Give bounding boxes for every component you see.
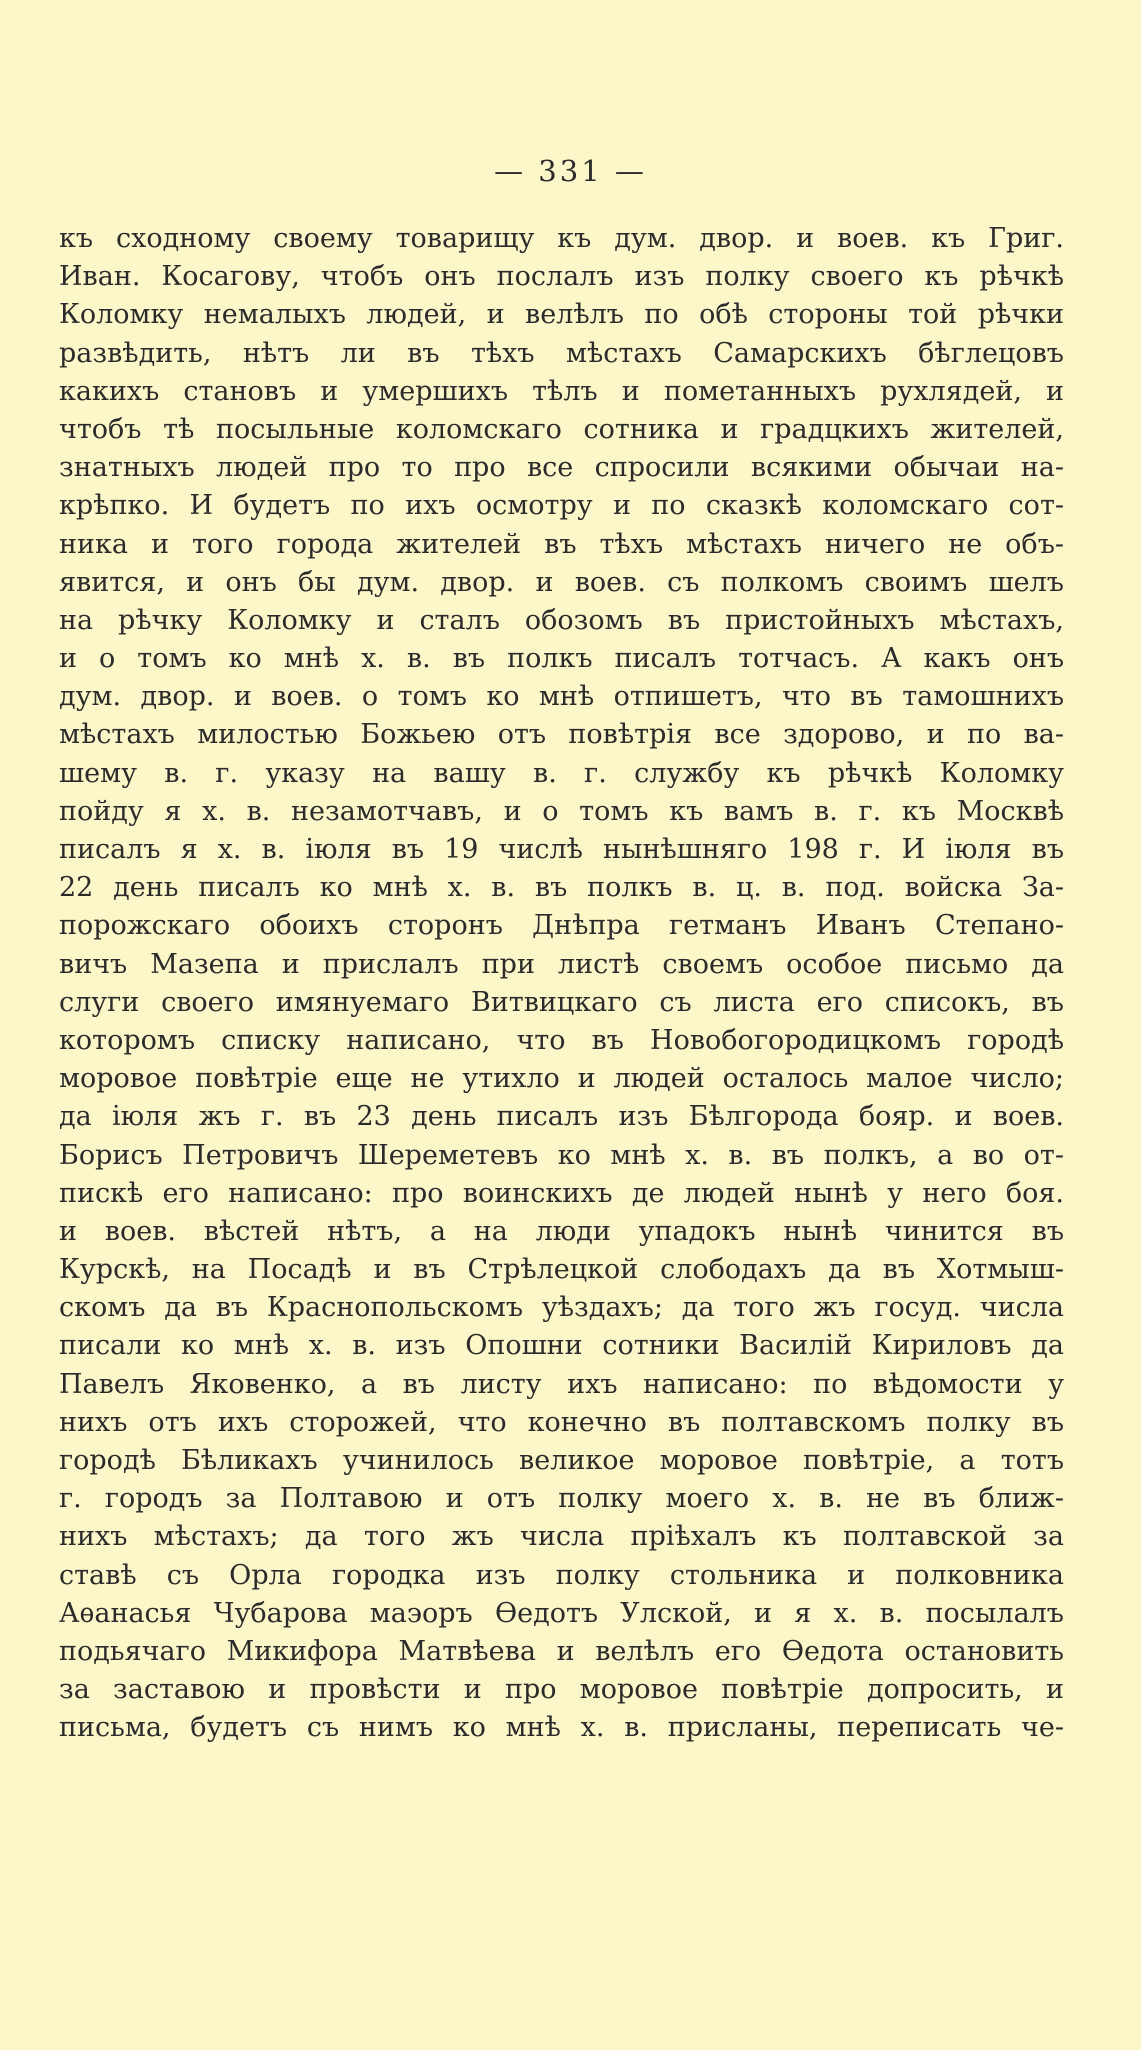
text-line: какихъ становъ и умершихъ тѣлъ и пометанныхъ рухлядей, и xyxy=(59,375,1064,407)
text-line: слуги своего имянуемаго Витвицкаго съ листа его списокъ, въ xyxy=(59,986,1064,1018)
text-line: Иван. Косагову, чтобъ онъ послалъ изъ полку своего къ рѣчкѣ xyxy=(59,261,1064,293)
text-line: писалъ я х. в. іюля въ 19 числѣ нынѣшняго 198 г. И іюля въ xyxy=(59,834,1064,865)
text-line: нихъ мѣстахъ; да того жъ числа пріѣхалъ къ полтавской за xyxy=(59,1521,1064,1553)
text-line: за заставою и провѣсти и про моровое повѣтріе допросить, и xyxy=(59,1674,1064,1706)
text-line: мѣстахъ милостью Божьею отъ повѣтрія все здорово, и по ва- xyxy=(59,719,1064,751)
text-line: Павелъ Яковенко, а въ листу ихъ написано: по вѣдомости у xyxy=(59,1368,1064,1400)
text-line: писали ко мнѣ х. в. изъ Опошни сотники Василій Кириловъ да xyxy=(59,1330,1064,1362)
text-line: нихъ отъ ихъ сторожей, что конечно въ полтавскомъ полку въ xyxy=(59,1406,1064,1438)
text-line: письма, будетъ съ нимъ ко мнѣ х. в. присланы, переписать че- xyxy=(59,1712,1064,1744)
text-line: городѣ Бѣликахъ учинилось великое моровое повѣтріе, а тотъ xyxy=(59,1445,1064,1476)
text-line: и о томъ ко мнѣ х. в. въ полкъ писалъ тотчасъ. А какъ онъ xyxy=(59,643,1064,675)
text-line: крѣпко. И будетъ по ихъ осмотру и по сказкѣ коломскаго сот- xyxy=(59,490,1064,522)
text-line: знатныхъ людей про то про все спросили всякими обычаи на- xyxy=(59,452,1064,484)
text-line: моровое повѣтріе еще не утихло и людей осталось малое число; xyxy=(59,1063,1064,1095)
text-line: 22 день писалъ ко мнѣ х. в. въ полкъ в. ц. в. под. войска За- xyxy=(59,872,1064,904)
text-line: которомъ списку написано, что въ Новобогородицкомъ городѣ xyxy=(59,1024,1064,1056)
text-line: г. городъ за Полтавою и отъ полку моего х. в. не въ ближ- xyxy=(59,1483,1064,1515)
text-line: вичъ Мазепа и прислалъ при листѣ своемъ особое письмо да xyxy=(59,948,1064,980)
text-line: развѣдить, нѣтъ ли въ тѣхъ мѣстахъ Самарскихъ бѣглецовъ xyxy=(59,337,1064,369)
text-line: порожскаго обоихъ сторонъ Днѣпра гетманъ Иванъ Степано- xyxy=(59,910,1064,942)
text-line: Коломку немалыхъ людей, и велѣлъ по обѣ стороны той рѣчки xyxy=(59,299,1064,331)
text-line: пойду я х. в. незамотчавъ, и о томъ къ вамъ в. г. къ Москвѣ xyxy=(59,795,1064,827)
text-line: Аѳанасья Чубарова маэоръ Ѳедотъ Улской, и я х. в. посылалъ xyxy=(59,1597,1064,1629)
text-line: Борисъ Петровичъ Шереметевъ ко мнѣ х. в. въ полкъ, а во от- xyxy=(59,1139,1064,1171)
text-line: подьячаго Микифора Матвѣева и велѣлъ его Ѳедота остановить xyxy=(59,1635,1064,1667)
text-line: дум. двор. и воев. о томъ ко мнѣ отпишетъ, что въ тамошнихъ xyxy=(59,681,1064,713)
text-line: Курскѣ, на Посадѣ и въ Стрѣлецкой слободахъ да въ Хотмыш- xyxy=(59,1254,1064,1286)
text-line: къ сходному своему товарищу къ дум. двор. и воев. къ Григ. xyxy=(59,223,1064,254)
text-line: скомъ да въ Краснопольскомъ уѣздахъ; да того жъ госуд. числа xyxy=(59,1292,1064,1324)
page-number: — 331 — xyxy=(494,154,647,188)
text-line: ставѣ съ Орла городка изъ полку стольника и полковника xyxy=(59,1559,1064,1591)
text-line: явится, и онъ бы дум. двор. и воев. съ полкомъ своимъ шелъ xyxy=(59,566,1064,598)
text-line: да іюля жъ г. въ 23 день писалъ изъ Бѣлгорода бояр. и воев. xyxy=(59,1101,1064,1133)
body-text xyxy=(59,220,1064,1748)
text-line: шему в. г. указу на вашу в. г. службу къ рѣчкѣ Коломку xyxy=(59,757,1064,789)
text-line: чтобъ тѣ посыльные коломскаго сотника и градцкихъ жителей, xyxy=(59,413,1064,445)
text-line: пискѣ его написано: про воинскихъ де людей нынѣ у него боя. xyxy=(59,1177,1064,1209)
text-line: на рѣчку Коломку и сталъ обозомъ въ пристойныхъ мѣстахъ, xyxy=(59,604,1064,636)
text-line: ника и того города жителей въ тѣхъ мѣстахъ ничего не объ- xyxy=(59,528,1064,560)
text-line: и воев. вѣстей нѣтъ, а на люди упадокъ нынѣ чинится въ xyxy=(59,1215,1064,1247)
